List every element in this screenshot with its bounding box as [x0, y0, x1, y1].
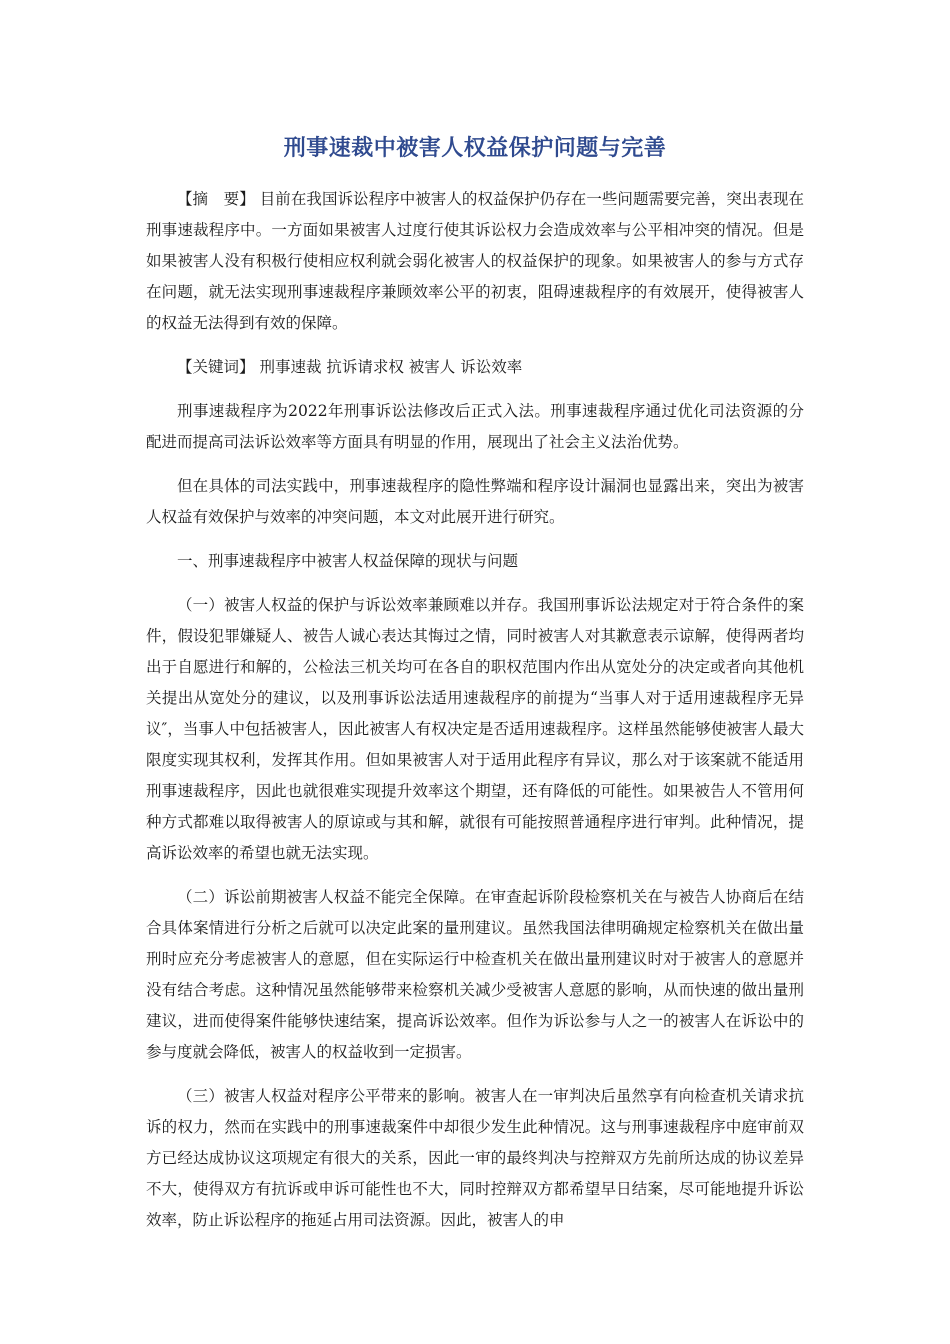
- section-heading-1: 一、刑事速裁程序中被害人权益保障的现状与问题: [177, 552, 519, 570]
- abstract-label: 【摘 要】: [177, 190, 255, 208]
- document-title: 刑事速裁中被害人权益保护问题与完善: [283, 136, 667, 161]
- abstract-paragraph: [146, 184, 804, 339]
- body-paragraph-practice: 但在具体的司法实践中，刑事速裁程序的隐性弊端和程序设计漏洞也显露出来，突出为被害人权益有效保护与效率的冲突问题，本文对此展开进行研究。: [146, 477, 804, 526]
- keywords-label: 【关键词】: [177, 358, 255, 376]
- keywords-paragraph: [146, 352, 804, 383]
- abstract-text: 目前在我国诉讼程序中被害人的权益保护仍存在一些问题需要完善，突出表现在刑事速裁程序中。一方面如果被害人过度行使其诉讼权力会造成效率与公平相冲突的情况。但是如果被害人没有积极行使相应权利就会弱化被害人的权益保护的现象。如果被害人的参与方式存在问题，就无法实现刑事速裁程序兼顾效率公平的初衷，阻碍速裁程序的有效展开，使得被害人的权益无法得到有效的保障。: [146, 190, 804, 332]
- body-paragraph-subsection-1: （一）被害人权益的保护与诉讼效率兼顾难以并存。我国刑事诉讼法规定对于符合条件的案件，假设犯罪嫌疑人、被告人诚心表达其悔过之情，同时被害人对其歉意表示谅解，使得两者均出于自愿进行和解的，公检法三机关均可在各自的职权范围内作出从宽处分的决定或者向其他机关提出从宽处分的建议，以及刑事诉讼法适用速裁程序的前提为“当事人对于适用速裁程序无异议″，当事人中包括被害人，因此被害人有权决定是否适用速裁程序。这样虽然能够使被害人最大限度实现其权利，发挥其作用。但如果被害人对于适用此程序有异议，那么对于该案就不能适用刑事速裁程序，因此也就很难实现提升效率这个期望，还有降低的可能性。如果被告人不管用何种方式都难以取得被害人的原谅或与其和解，就很有可能按照普通程序进行审判。此种情况，提高诉讼效率的希望也就无法实现。: [146, 596, 804, 862]
- keywords-text: 刑事速裁 抗诉请求权 被害人 诉讼效率: [259, 358, 523, 376]
- body-paragraph-subsection-2: （二）诉讼前期被害人权益不能完全保障。在审查起诉阶段检察机关在与被告人协商后在结合具体案情进行分析之后就可以决定此案的量刑建议。虽然我国法律明确规定检察机关在做出量刑时应充分考虑被害人的意愿，但在实际运行中检查机关在做出量刑建议时对于被害人的意愿并没有结合考虑。这种情况虽然能够带来检察机关减少受被害人意愿的影响，从而快速的做出量刑建议，进而使得案件能够快速结案，提高诉讼效率。但作为诉讼参与人之一的被害人在诉讼中的参与度就会降低，被害人的权益收到一定损害。: [146, 888, 804, 1061]
- body-paragraph-intro: 刑事速裁程序为2022年刑事诉讼法修改后正式入法。刑事速裁程序通过优化司法资源的分配进而提高司法诉讼效率等方面具有明显的作用，展现出了社会主义法治优势。: [146, 402, 804, 451]
- body-paragraph-subsection-3: （三）被害人权益对程序公平带来的影响。被害人在一审判决后虽然享有向检查机关请求抗诉的权力，然而在实践中的刑事速裁案件中却很少发生此种情况。这与刑事速裁程序中庭审前双方已经达成协议这项规定有很大的关系，因此一审的最终判决与控辩双方先前所达成的协议差异不大，使得双方有抗诉或申诉可能性也不大，同时控辩双方都希望早日结案，尽可能地提升诉讼效率，防止诉讼程序的拖延占用司法资源。因此，被害人的申: [146, 1087, 804, 1229]
